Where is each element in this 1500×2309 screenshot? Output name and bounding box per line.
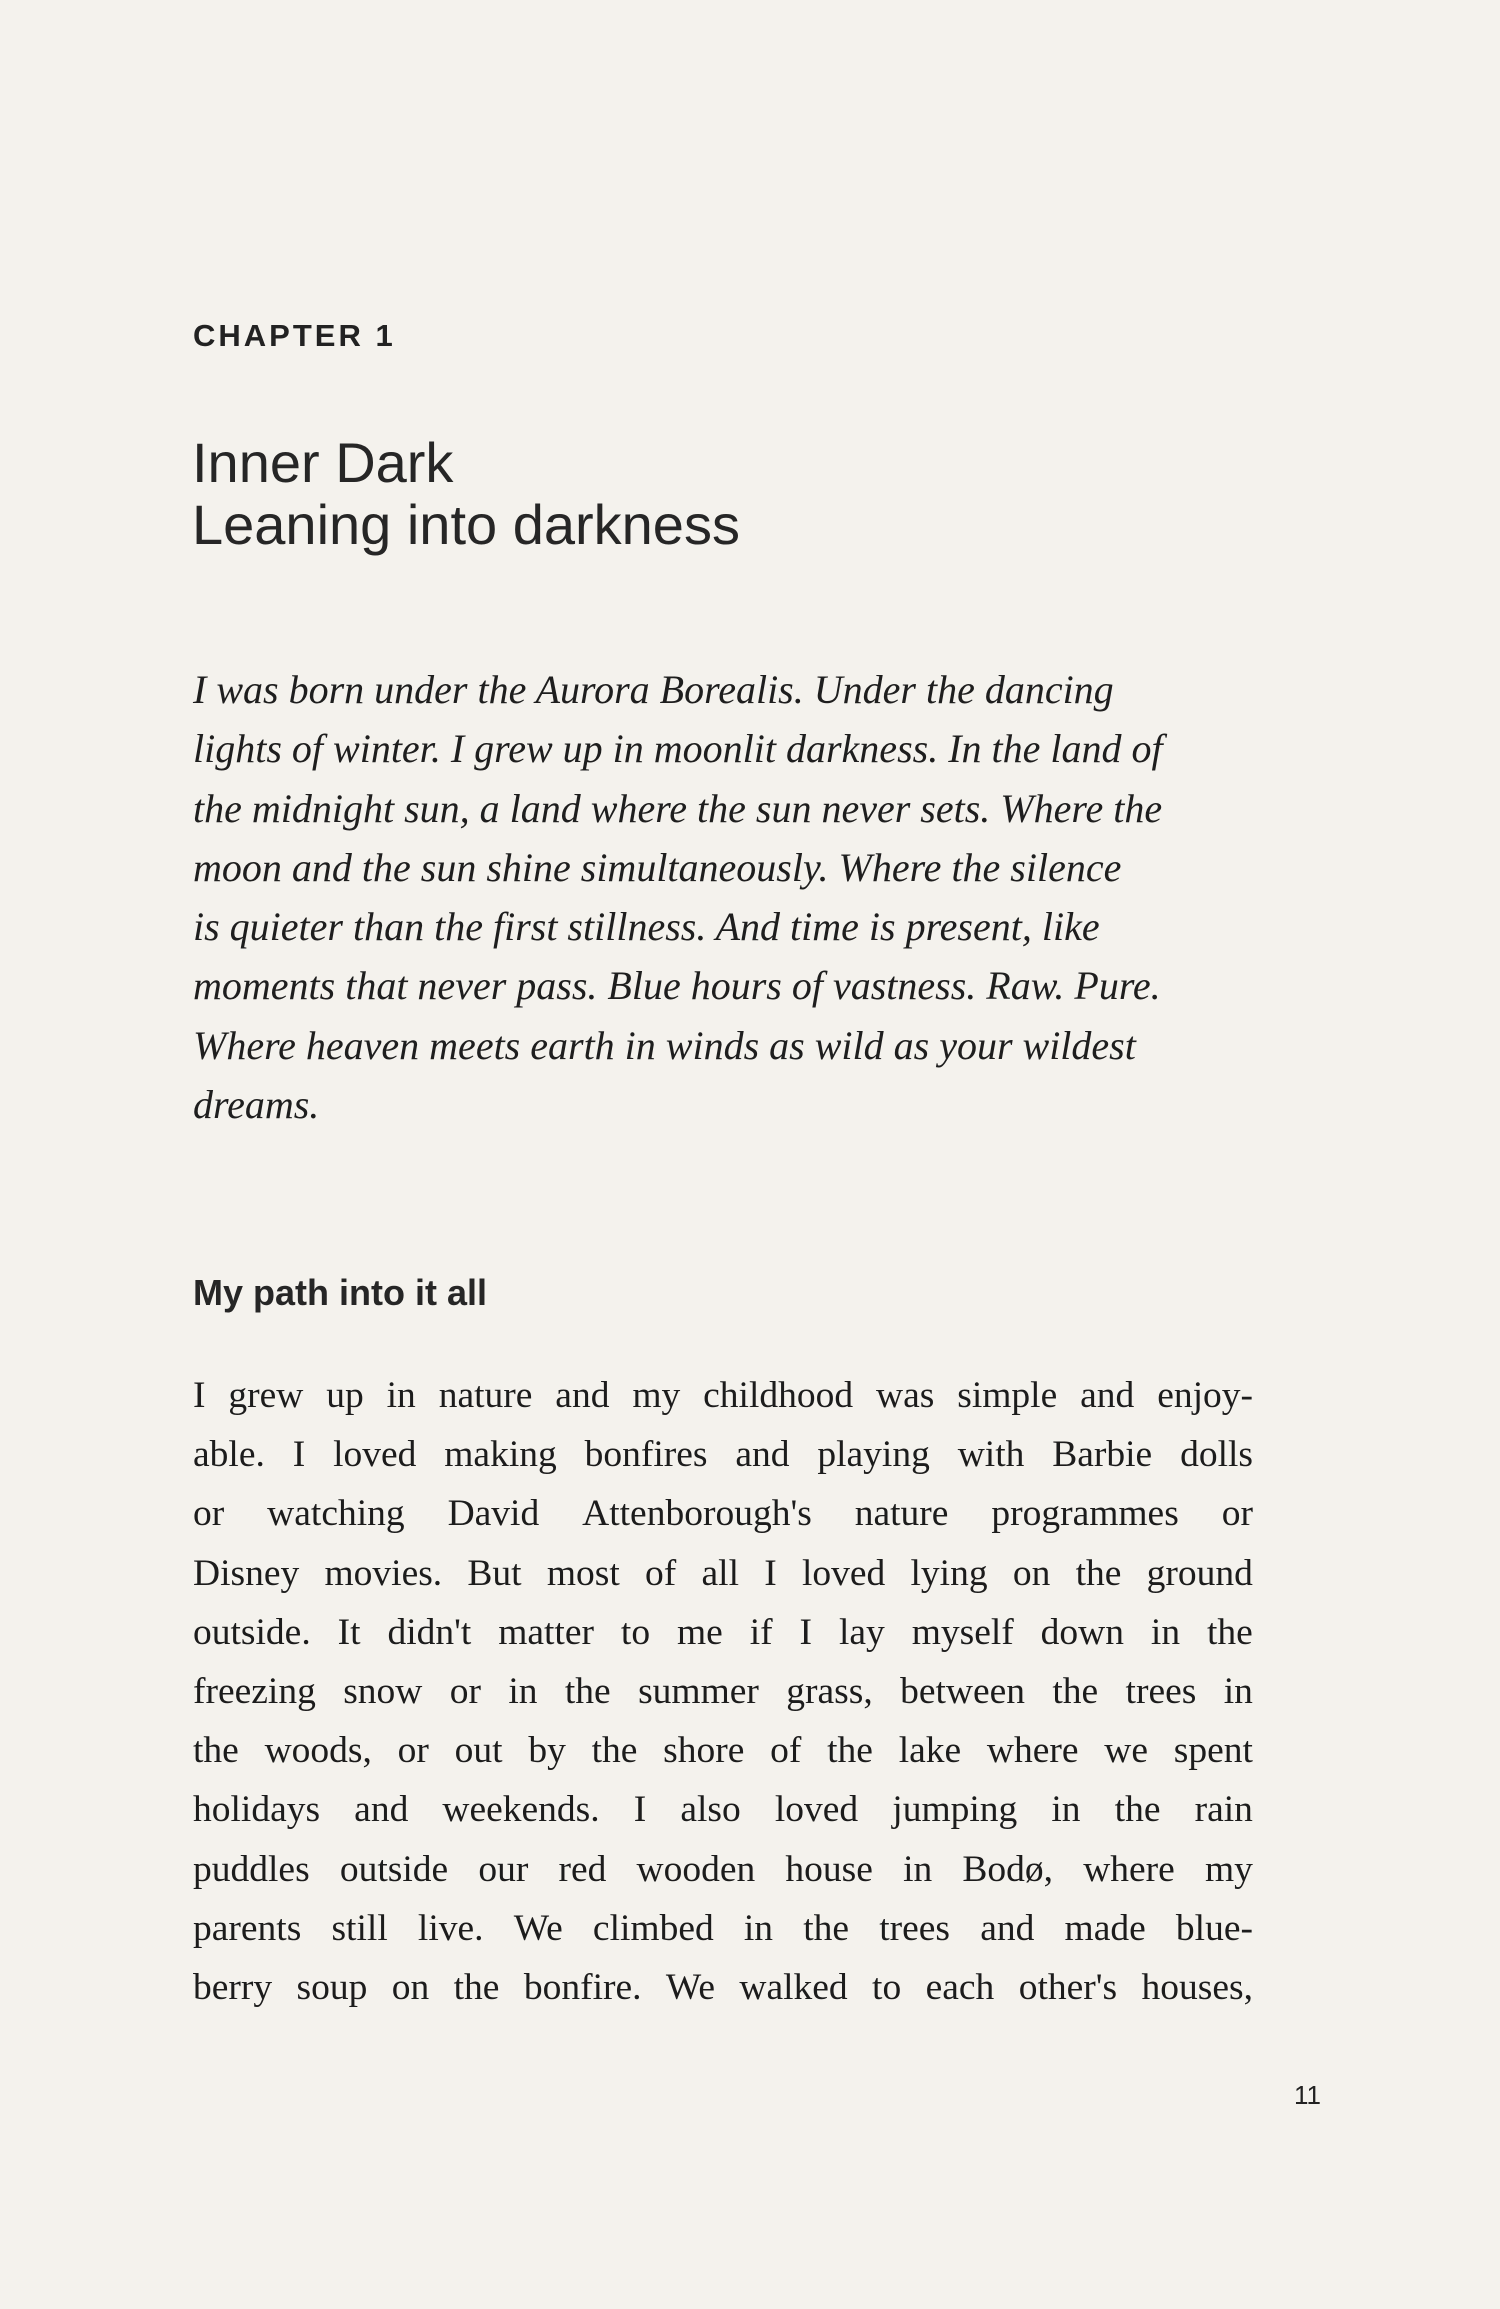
body-word: movies. bbox=[324, 1552, 443, 1594]
body-word: outside bbox=[339, 1848, 449, 1890]
body-word: making bbox=[444, 1434, 557, 1476]
body-word: if bbox=[749, 1611, 773, 1653]
body-word: the bbox=[564, 1670, 611, 1712]
body-word: I bbox=[764, 1552, 777, 1594]
body-word: the bbox=[803, 1907, 850, 1949]
body-word: nature bbox=[438, 1375, 533, 1416]
body-word: nature bbox=[854, 1493, 949, 1535]
body-word: trees bbox=[879, 1907, 951, 1949]
body-word: bonfire. bbox=[523, 1966, 642, 2008]
body-word: rain bbox=[1194, 1789, 1253, 1831]
body-word: in bbox=[386, 1375, 416, 1416]
body-word: the bbox=[193, 1730, 239, 1772]
body-word: or bbox=[1221, 1493, 1253, 1535]
body-word: I bbox=[633, 1789, 647, 1831]
body-word: enjoy- bbox=[1157, 1375, 1253, 1416]
body-word: other's bbox=[1018, 1966, 1118, 2008]
body-word: Bodø, bbox=[962, 1848, 1054, 1890]
body-word: We bbox=[513, 1907, 563, 1949]
body-word: I bbox=[193, 1375, 206, 1416]
body-word: grass, bbox=[786, 1670, 873, 1712]
body-word: freezing bbox=[193, 1670, 316, 1712]
section-heading: My path into it all bbox=[193, 1272, 487, 1313]
epigraph-line: lights of winter. I grew up in moonlit darkness. In the land of bbox=[193, 726, 1163, 772]
body-word: where bbox=[986, 1730, 1079, 1772]
body-word: programmes bbox=[991, 1493, 1179, 1535]
body-word: of bbox=[770, 1730, 802, 1772]
body-word: in bbox=[903, 1848, 933, 1890]
body-word: myself bbox=[911, 1611, 1014, 1653]
body-line bbox=[193, 1958, 1253, 2017]
body-word: berry bbox=[193, 1966, 273, 2008]
body-word: all bbox=[701, 1552, 739, 1594]
body-line bbox=[193, 1721, 1253, 1780]
body-word: still bbox=[331, 1907, 388, 1949]
body-word: weekends. bbox=[442, 1789, 600, 1831]
chapter-title bbox=[192, 432, 740, 556]
epigraph-line: I was born under the Aurora Borealis. Under the dancing bbox=[193, 667, 1114, 712]
body-word: summer bbox=[638, 1670, 759, 1712]
chapter-label: CHAPTER 1 bbox=[193, 318, 396, 353]
body-word: wooden bbox=[636, 1848, 756, 1890]
body-word: It bbox=[337, 1611, 361, 1653]
body-line bbox=[193, 1899, 1253, 1958]
body-word: or bbox=[449, 1670, 481, 1712]
body-line bbox=[193, 1484, 1253, 1543]
body-word: loved bbox=[801, 1552, 886, 1594]
body-word: houses, bbox=[1141, 1966, 1253, 2008]
body-word: on bbox=[391, 1966, 430, 2008]
body-word: the bbox=[591, 1730, 638, 1772]
body-word: my bbox=[1204, 1848, 1253, 1890]
body-word: outside. bbox=[193, 1611, 311, 1653]
body-word: live. bbox=[417, 1907, 484, 1949]
body-word: between bbox=[900, 1670, 1025, 1712]
body-word: blue- bbox=[1175, 1907, 1253, 1949]
body-word: soup bbox=[296, 1966, 368, 2008]
body-word: puddles bbox=[193, 1848, 310, 1890]
body-word: I bbox=[799, 1611, 813, 1653]
body-word: on bbox=[1012, 1552, 1051, 1594]
body-word: shore bbox=[663, 1730, 745, 1772]
body-word: Barbie bbox=[1052, 1434, 1153, 1476]
epigraph-line: moments that never pass. Blue hours of vastness. Raw. Pure. bbox=[193, 963, 1161, 1009]
body-word: matter bbox=[498, 1611, 594, 1653]
chapter-subtitle-line-2: Leaning into darkness bbox=[192, 493, 740, 556]
body-word: or bbox=[193, 1493, 225, 1535]
body-word: house bbox=[785, 1848, 873, 1890]
body-word: woods, bbox=[264, 1730, 372, 1772]
body-word: didn't bbox=[387, 1611, 472, 1653]
body-word: I bbox=[292, 1434, 306, 1476]
body-word: the bbox=[1052, 1670, 1099, 1712]
body-word: where bbox=[1083, 1848, 1175, 1890]
body-line bbox=[193, 1366, 1253, 1425]
body-word: made bbox=[1064, 1907, 1146, 1949]
body-word: to bbox=[620, 1611, 651, 1653]
body-word: lying bbox=[910, 1552, 988, 1594]
body-word: loved bbox=[774, 1789, 859, 1831]
body-word: of bbox=[645, 1552, 677, 1594]
body-word: most bbox=[546, 1552, 620, 1594]
epigraph-line: is quieter than the first stillness. And time is present, like bbox=[193, 904, 1100, 950]
body-word: me bbox=[676, 1611, 723, 1653]
body-word: in bbox=[1051, 1789, 1081, 1831]
body-word: or bbox=[397, 1730, 429, 1772]
body-word: dolls bbox=[1180, 1434, 1253, 1476]
body-line bbox=[193, 1780, 1253, 1839]
body-word: our bbox=[478, 1848, 529, 1890]
epigraph-line: Where heaven meets earth in winds as wild as your wildest bbox=[193, 1022, 1136, 1068]
body-line bbox=[193, 1840, 1253, 1899]
body-word: parents bbox=[193, 1907, 302, 1949]
body-word: the bbox=[1075, 1552, 1122, 1594]
body-word: playing bbox=[817, 1434, 930, 1476]
body-word: childhood bbox=[703, 1375, 854, 1416]
body-word: simple bbox=[957, 1375, 1058, 1416]
body-word: up bbox=[326, 1375, 364, 1416]
body-word: also bbox=[680, 1789, 741, 1831]
body-word: out bbox=[454, 1730, 503, 1772]
body-word: and bbox=[354, 1789, 409, 1831]
body-word: we bbox=[1104, 1730, 1149, 1772]
body-word: to bbox=[872, 1966, 902, 2008]
body-word: in bbox=[508, 1670, 538, 1712]
body-word: grew bbox=[228, 1375, 304, 1416]
body-word: and bbox=[980, 1907, 1035, 1949]
body-word: spent bbox=[1173, 1730, 1253, 1772]
body-word: lay bbox=[838, 1611, 885, 1653]
body-word: in bbox=[1150, 1611, 1181, 1653]
body-word: and bbox=[1080, 1375, 1135, 1416]
body-word: the bbox=[827, 1730, 873, 1772]
body-word: red bbox=[558, 1848, 607, 1890]
body-word: down bbox=[1040, 1611, 1125, 1653]
body-word: trees bbox=[1125, 1670, 1197, 1712]
body-word: lake bbox=[898, 1730, 962, 1772]
body-word: my bbox=[632, 1375, 681, 1416]
body-word: ground bbox=[1146, 1552, 1253, 1594]
body-word: in bbox=[1223, 1670, 1253, 1712]
epigraph bbox=[193, 660, 1303, 1134]
body-word: loved bbox=[333, 1434, 417, 1476]
body-word: the bbox=[453, 1966, 500, 2008]
chapter-title-line-1: Inner Dark bbox=[192, 431, 454, 494]
body-word: and bbox=[555, 1375, 610, 1416]
body-word: snow bbox=[343, 1670, 423, 1712]
body-word: bonfires bbox=[584, 1434, 708, 1476]
body-word: the bbox=[1114, 1789, 1161, 1831]
body-word: by bbox=[528, 1730, 566, 1772]
body-word: the bbox=[1207, 1611, 1253, 1653]
body-word: holidays bbox=[193, 1789, 321, 1831]
body-word: each bbox=[925, 1966, 995, 2008]
body-paragraph bbox=[193, 1366, 1253, 2017]
epigraph-line: dreams. bbox=[193, 1082, 320, 1128]
body-word: and bbox=[735, 1434, 790, 1476]
body-word: Attenborough's bbox=[582, 1493, 812, 1535]
body-word: able. bbox=[193, 1434, 265, 1476]
body-word: We bbox=[665, 1966, 715, 2008]
body-word: walked bbox=[739, 1966, 848, 2008]
body-line bbox=[193, 1425, 1253, 1484]
body-word: Disney bbox=[193, 1552, 300, 1594]
body-word: was bbox=[876, 1375, 935, 1416]
epigraph-line: the midnight sun, a land where the sun never sets. Where the bbox=[193, 785, 1163, 831]
page-number: 11 bbox=[1294, 2080, 1321, 2110]
body-word: climbed bbox=[592, 1907, 714, 1949]
body-line bbox=[193, 1662, 1253, 1721]
body-word: with bbox=[957, 1434, 1025, 1476]
epigraph-line: moon and the sun shine simultaneously. Where the silence bbox=[193, 844, 1122, 890]
body-line bbox=[193, 1544, 1253, 1603]
body-word: jumping bbox=[892, 1789, 1018, 1831]
body-word: But bbox=[467, 1552, 522, 1594]
body-word: watching bbox=[267, 1493, 405, 1535]
body-word: in bbox=[743, 1907, 774, 1949]
body-word: David bbox=[447, 1493, 540, 1535]
body-line bbox=[193, 1603, 1253, 1662]
